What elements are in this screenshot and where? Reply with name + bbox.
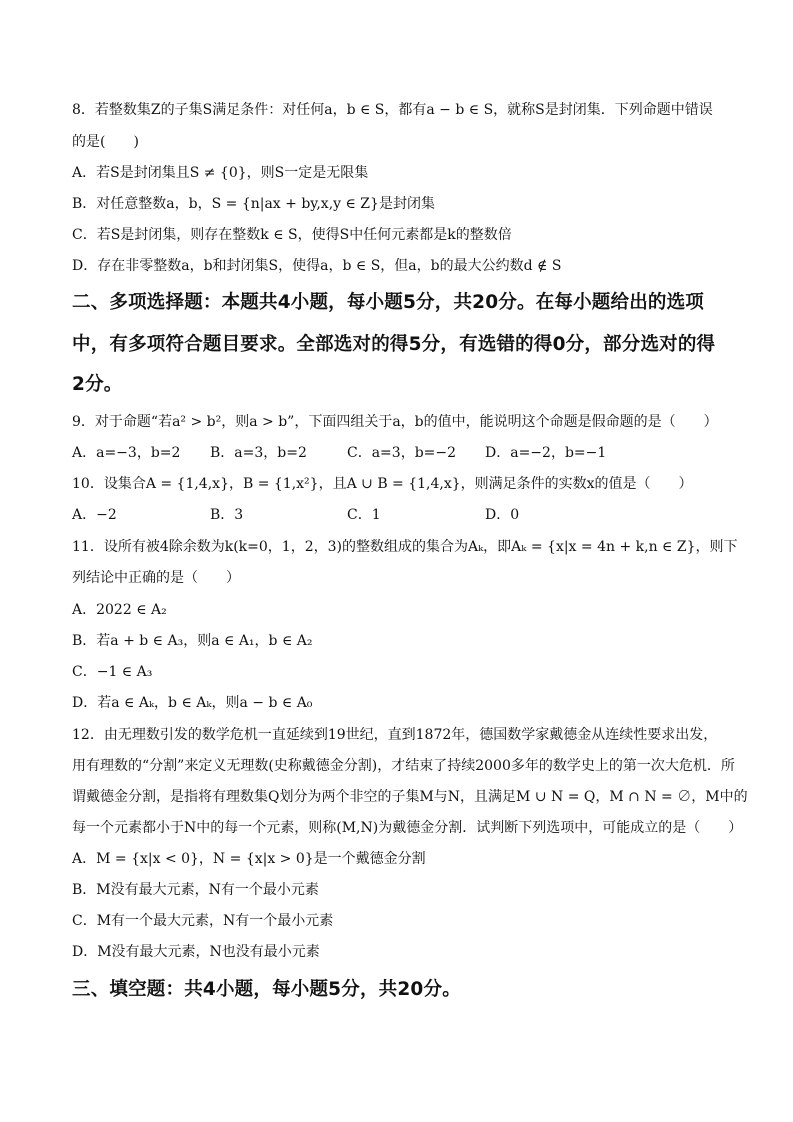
q12-stem-line2: 用有理数的“分割”来定义无理数(史称戴德金分割)，才结束了持续2000多年的数学史上的第一次大危机．所 [72,758,735,774]
q9-option-a: A．a=−3，b=2 [72,445,181,461]
q12-option-c: C．M有一个最大元素，N有一个最小元素 [72,913,334,929]
q11-option-d: D．若a ∈ Aₖ，b ∈ Aₖ，则a − b ∈ A₀ [72,695,313,711]
q10-option-a: A．−2 [72,507,117,523]
q12-stem-line3: 谓戴德金分割，是指将有理数集Q划分为两个非空的子集M与N，且满足M ∪ N = Q，M ∩ N = ∅，M中的 [72,789,748,805]
q8-option-b: B．对任意整数a，b，S = {n|ax + by,x,y ∈ Z}是封闭集 [72,196,435,212]
q11-stem-line2: 列结论中正确的是（ ） [72,570,240,586]
q11-option-a: A．2022 ∈ A₂ [72,602,167,618]
q8-stem-line2: 的是( ) [72,134,139,150]
q10-stem: 10．设集合A = {1,4,x}，B = {1,x²}，且A ∪ B = {1,4,x}，则满足条件的实数x的值是（ ） [72,476,693,492]
section2-heading-line2: 中，有多项符合题目要求。全部选对的得5分，有选错的得0分，部分选对的得 [72,334,716,355]
q8-option-d: D．存在非零整数a，b和封闭集S，使得a，b ∈ S，但a，b的最大公约数d ∉ S [72,258,562,274]
q9-option-b: B．a=3，b=2 [210,445,307,461]
q12-option-d: D．M没有最大元素，N也没有最小元素 [72,944,320,960]
q10-option-b: B．3 [210,507,244,523]
section3-heading: 三、填空题：共4小题，每小题5分，共20分。 [72,979,461,1000]
q12-stem-line4: 每一个元素都小于N中的每一个元素，则称(M,N)为戴德金分割．试判断下列选项中，可能成立的是（ ） [72,820,743,836]
section2-heading-line3: 2分。 [72,374,123,395]
q12-stem-line1: 12．由无理数引发的数学危机一直延续到19世纪，直到1872年，德国数学家戴德金从连续性要求出发， [72,727,718,743]
q11-option-c: C．−1 ∈ A₃ [72,664,153,680]
q8-option-c: C．若S是封闭集，则存在整数k ∈ S，使得S中任何元素都是k的整数倍 [72,227,512,243]
q11-option-b: B．若a + b ∈ A₃，则a ∈ A₁，b ∈ A₂ [72,633,313,649]
q8-option-a: A．若S是封闭集且S ≠ {0}，则S一定是无限集 [72,165,369,181]
q12-option-b: B．M没有最大元素，N有一个最小元素 [72,882,319,898]
q10-option-d: D．0 [485,507,520,523]
q11-stem-line1: 11．设所有被4除余数为k(k=0，1，2，3)的整数组成的集合为Aₖ，即Aₖ = {x|x = 4n + k,n ∈ Z}，则下 [72,539,738,555]
q9-stem: 9．对于命题“若a² > b²，则a > b”，下面四组关于a，b的值中，能说明这个命题是假命题的是（ ） [72,414,718,430]
q8-stem-line1: 8．若整数集Z的子集S满足条件：对任何a，b ∈ S，都有a − b ∈ S，就称S是封闭集．下列命题中错误 [72,102,713,118]
q9-option-c: C．a=3，b=−2 [347,445,457,461]
section2-heading-line1: 二、多项选择题：本题共4小题，每小题5分，共20分。在每小题给出的选项 [72,292,704,313]
q9-option-d: D．a=−2，b=−1 [485,445,607,461]
q12-option-a: A．M = {x|x < 0}，N = {x|x > 0}是一个戴德金分割 [72,851,426,867]
q10-option-c: C．1 [347,507,381,523]
